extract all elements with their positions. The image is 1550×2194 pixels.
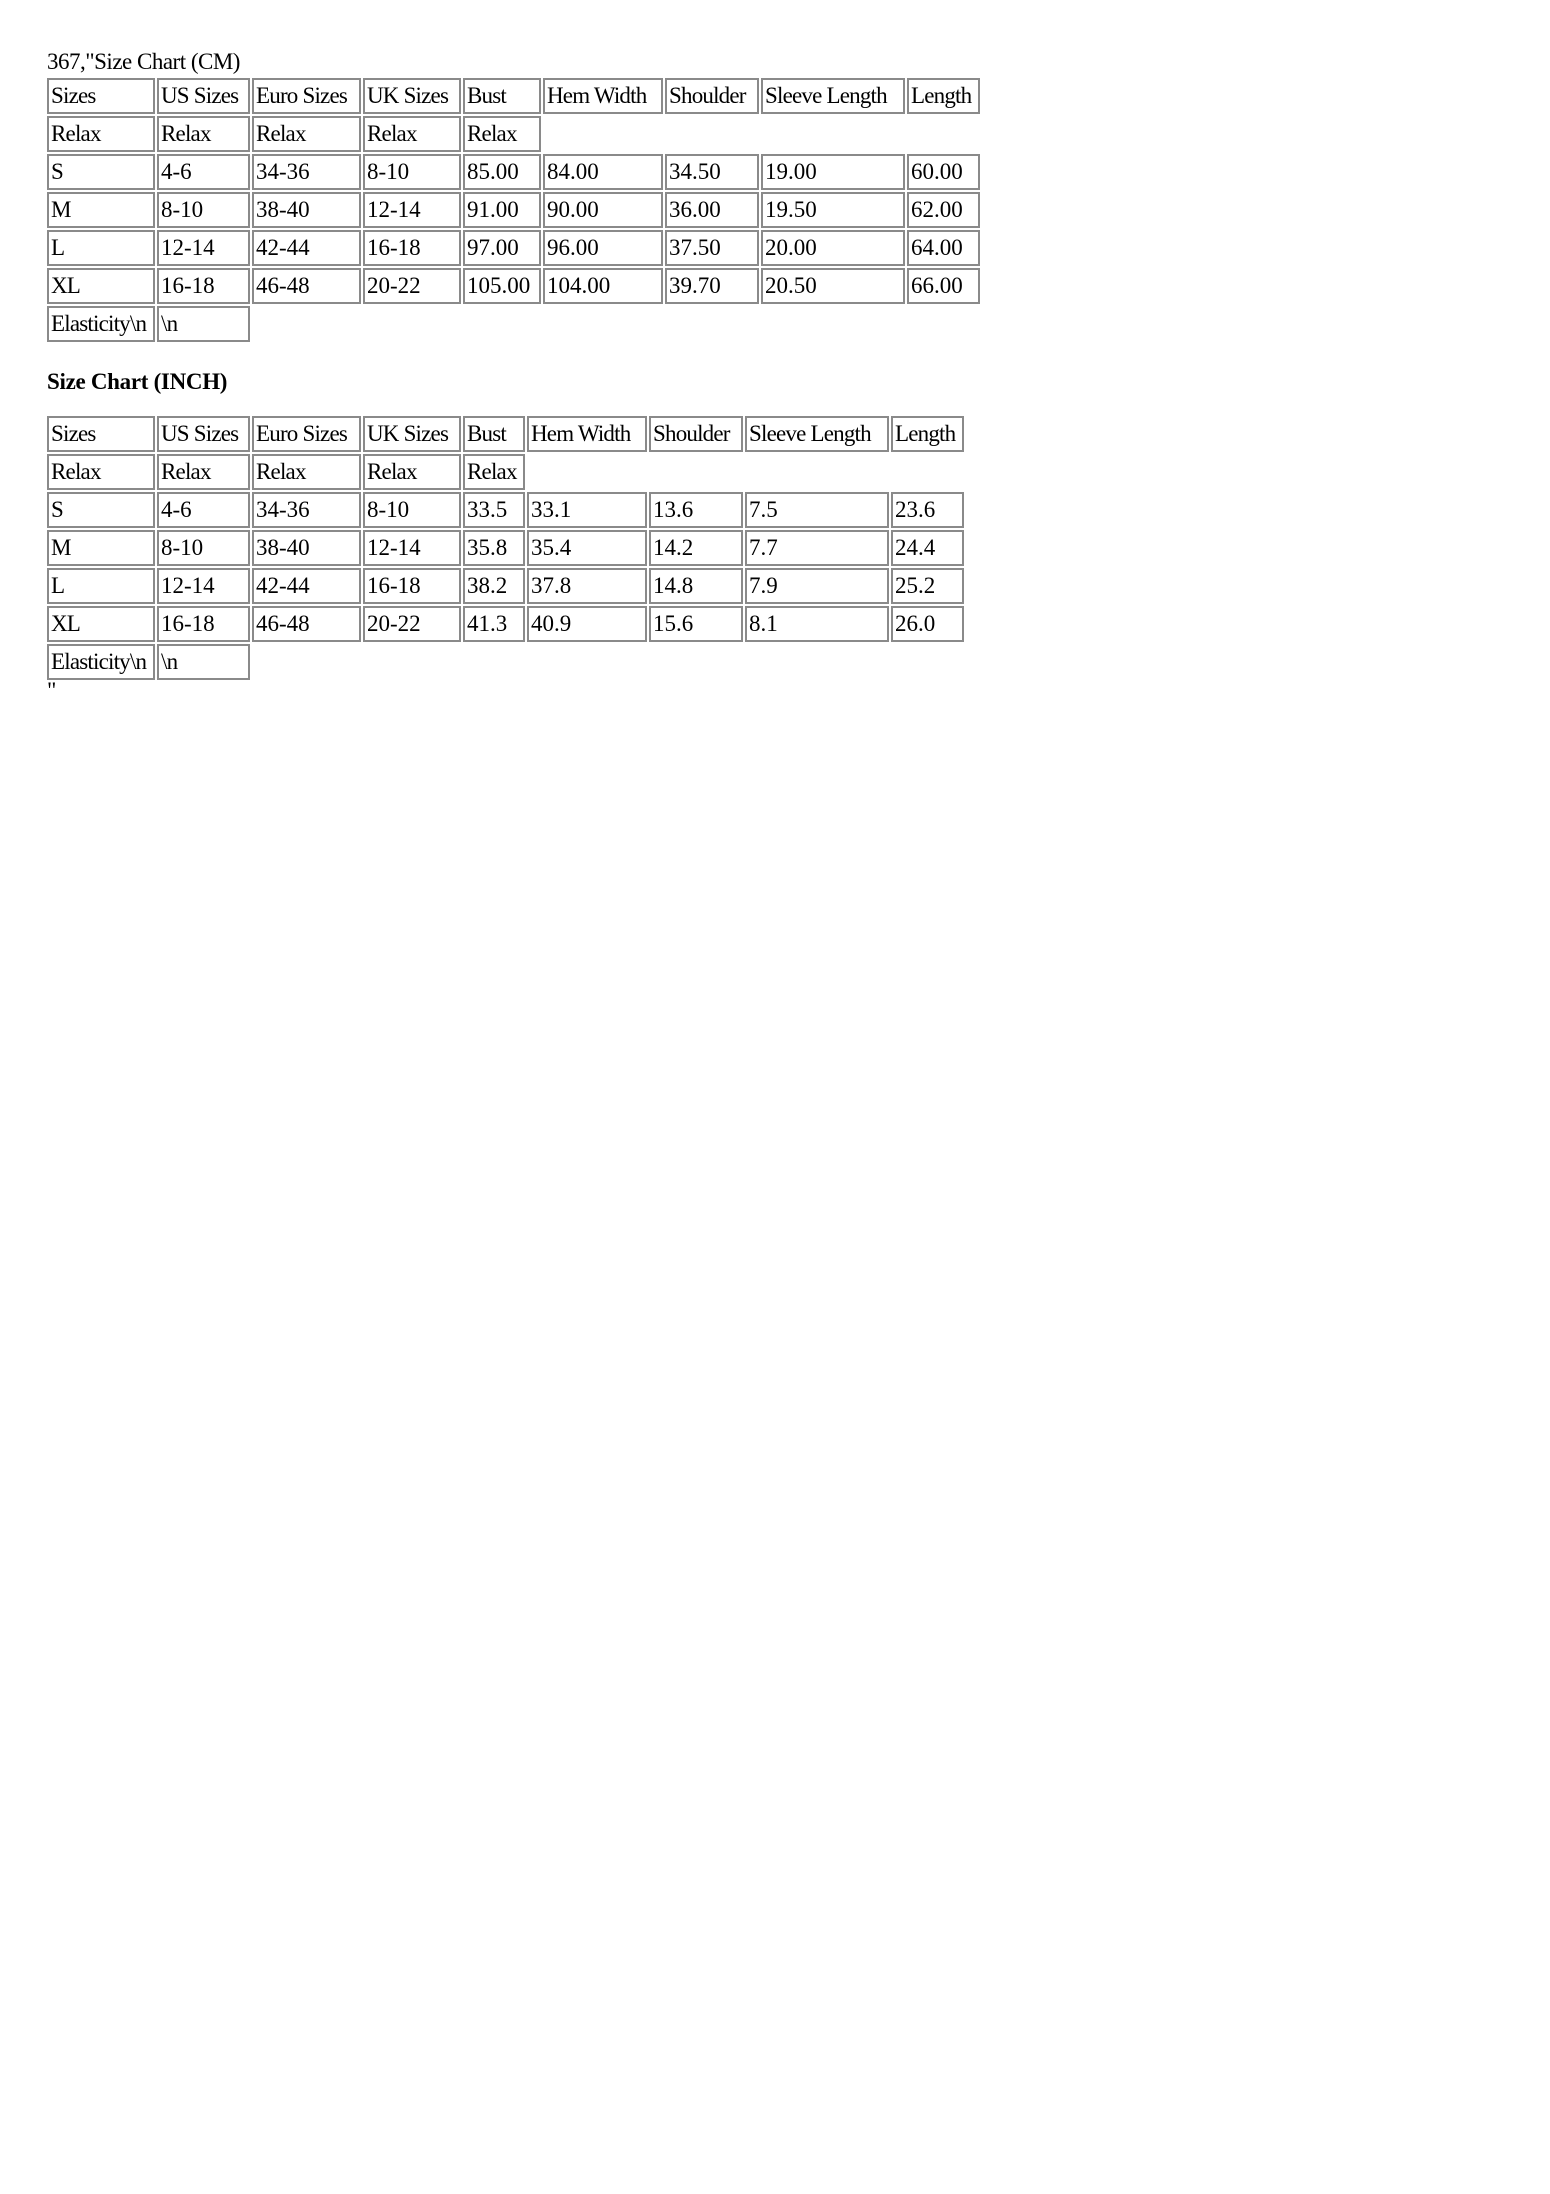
- size-cell: M: [47, 530, 155, 566]
- table-cell: 36.00: [665, 192, 759, 228]
- table-cell: 38-40: [252, 530, 361, 566]
- table-row: [47, 606, 964, 642]
- elasticity-value-cell: \n: [157, 306, 250, 342]
- table-cell: 4-6: [157, 154, 250, 190]
- table-cell: 42-44: [252, 230, 361, 266]
- table-cell: 37.8: [527, 568, 647, 604]
- table-cell: 91.00: [463, 192, 541, 228]
- table-cell: 14.8: [649, 568, 743, 604]
- table-cell: 23.6: [891, 492, 964, 528]
- table-cell: 64.00: [907, 230, 980, 266]
- cm-chart-heading-text: 367,"Size Chart (CM): [47, 49, 240, 74]
- table-cell: 4-6: [157, 492, 250, 528]
- table-elasticity-row: [47, 306, 980, 342]
- table-cell: 40.9: [527, 606, 647, 642]
- table-cell: 34-36: [252, 154, 361, 190]
- table-row: [47, 192, 980, 228]
- header-cell-bust: Bust: [463, 416, 525, 452]
- size-cell: S: [47, 492, 155, 528]
- table-cell: 19.00: [761, 154, 905, 190]
- table-cell: 8-10: [363, 154, 461, 190]
- relax-cell: Relax: [157, 116, 250, 152]
- table-cell: 33.5: [463, 492, 525, 528]
- table-cell: 104.00: [543, 268, 663, 304]
- header-cell-euro-sizes: Euro Sizes: [252, 416, 361, 452]
- table-cell: 46-48: [252, 268, 361, 304]
- relax-cell: Relax: [47, 454, 155, 490]
- table-row: [47, 568, 964, 604]
- table-cell: 8.1: [745, 606, 889, 642]
- table-cell: 20-22: [363, 268, 461, 304]
- table-cell: 84.00: [543, 154, 663, 190]
- header-cell-hem-width: Hem Width: [527, 416, 647, 452]
- header-cell-sizes: Sizes: [47, 78, 155, 114]
- relax-cell: Relax: [463, 454, 525, 490]
- table-cell: 16-18: [363, 230, 461, 266]
- table-cell: 105.00: [463, 268, 541, 304]
- header-cell-sleeve-length: Sleeve Length: [745, 416, 889, 452]
- table-cell: 33.1: [527, 492, 647, 528]
- elasticity-value-cell: \n: [157, 644, 250, 680]
- size-cell: L: [47, 568, 155, 604]
- table-cell: 96.00: [543, 230, 663, 266]
- table-cell: 39.70: [665, 268, 759, 304]
- table-cell: 60.00: [907, 154, 980, 190]
- relax-cell: Relax: [363, 116, 461, 152]
- table-cell: 20.00: [761, 230, 905, 266]
- table-cell: 13.6: [649, 492, 743, 528]
- table-row: [47, 268, 980, 304]
- size-cell: XL: [47, 268, 155, 304]
- document-page: [47, 48, 982, 703]
- table-cell: 38-40: [252, 192, 361, 228]
- table-cell: 7.9: [745, 568, 889, 604]
- table-elasticity-row: [47, 644, 964, 680]
- table-cell: 97.00: [463, 230, 541, 266]
- table-cell: 85.00: [463, 154, 541, 190]
- table-cell: 35.4: [527, 530, 647, 566]
- table-cell: 8-10: [363, 492, 461, 528]
- table-cell: 26.0: [891, 606, 964, 642]
- table-cell: 20-22: [363, 606, 461, 642]
- size-cell: S: [47, 154, 155, 190]
- size-cell: XL: [47, 606, 155, 642]
- table-cell: 7.5: [745, 492, 889, 528]
- table-cell: 25.2: [891, 568, 964, 604]
- header-cell-shoulder: Shoulder: [665, 78, 759, 114]
- table-cell: 37.50: [665, 230, 759, 266]
- table-row: [47, 492, 964, 528]
- header-cell-bust: Bust: [463, 78, 541, 114]
- header-cell-length: Length: [907, 78, 980, 114]
- table-relax-row: [47, 454, 964, 490]
- table-cell: 8-10: [157, 530, 250, 566]
- header-cell-us-sizes: US Sizes: [157, 78, 250, 114]
- table-cell: 38.2: [463, 568, 525, 604]
- table-cell: 34-36: [252, 492, 361, 528]
- relax-cell: Relax: [363, 454, 461, 490]
- table-cell: 12-14: [363, 530, 461, 566]
- table-cell: 66.00: [907, 268, 980, 304]
- size-chart-cm-table: [45, 76, 982, 344]
- table-cell: 14.2: [649, 530, 743, 566]
- table-cell: 8-10: [157, 192, 250, 228]
- table-row: [47, 230, 980, 266]
- relax-cell: Relax: [47, 116, 155, 152]
- elasticity-cell: Elasticity\n: [47, 644, 155, 680]
- table-cell: 16-18: [157, 606, 250, 642]
- table-cell: 90.00: [543, 192, 663, 228]
- size-cell: M: [47, 192, 155, 228]
- table-cell: 12-14: [157, 568, 250, 604]
- relax-cell: Relax: [157, 454, 250, 490]
- closing-quote-text: ": [47, 678, 57, 703]
- relax-cell: Relax: [252, 454, 361, 490]
- table-cell: 41.3: [463, 606, 525, 642]
- size-chart-inch-table: [45, 414, 966, 682]
- table-row: [47, 154, 980, 190]
- table-cell: 42-44: [252, 568, 361, 604]
- table-cell: 15.6: [649, 606, 743, 642]
- header-cell-length: Length: [891, 416, 964, 452]
- table-cell: 62.00: [907, 192, 980, 228]
- header-cell-us-sizes: US Sizes: [157, 416, 250, 452]
- cm-chart-heading: [47, 48, 982, 76]
- table-header-row: [47, 78, 980, 114]
- table-cell: 16-18: [363, 568, 461, 604]
- table-cell: 35.8: [463, 530, 525, 566]
- table-cell: 19.50: [761, 192, 905, 228]
- table-cell: 16-18: [157, 268, 250, 304]
- table-cell: 46-48: [252, 606, 361, 642]
- header-cell-uk-sizes: UK Sizes: [363, 78, 461, 114]
- table-cell: 12-14: [157, 230, 250, 266]
- table-row: [47, 530, 964, 566]
- header-cell-sleeve-length: Sleeve Length: [761, 78, 905, 114]
- table-cell: 12-14: [363, 192, 461, 228]
- relax-cell: Relax: [252, 116, 361, 152]
- table-cell: 34.50: [665, 154, 759, 190]
- elasticity-cell: Elasticity\n: [47, 306, 155, 342]
- header-cell-uk-sizes: UK Sizes: [363, 416, 461, 452]
- inch-chart-heading: Size Chart (INCH): [47, 369, 228, 394]
- header-cell-euro-sizes: Euro Sizes: [252, 78, 361, 114]
- table-cell: 20.50: [761, 268, 905, 304]
- relax-cell: Relax: [463, 116, 541, 152]
- table-cell: 24.4: [891, 530, 964, 566]
- table-header-row: [47, 416, 964, 452]
- table-cell: 7.7: [745, 530, 889, 566]
- table-relax-row: [47, 116, 980, 152]
- header-cell-shoulder: Shoulder: [649, 416, 743, 452]
- header-cell-hem-width: Hem Width: [543, 78, 663, 114]
- size-cell: L: [47, 230, 155, 266]
- header-cell-sizes: Sizes: [47, 416, 155, 452]
